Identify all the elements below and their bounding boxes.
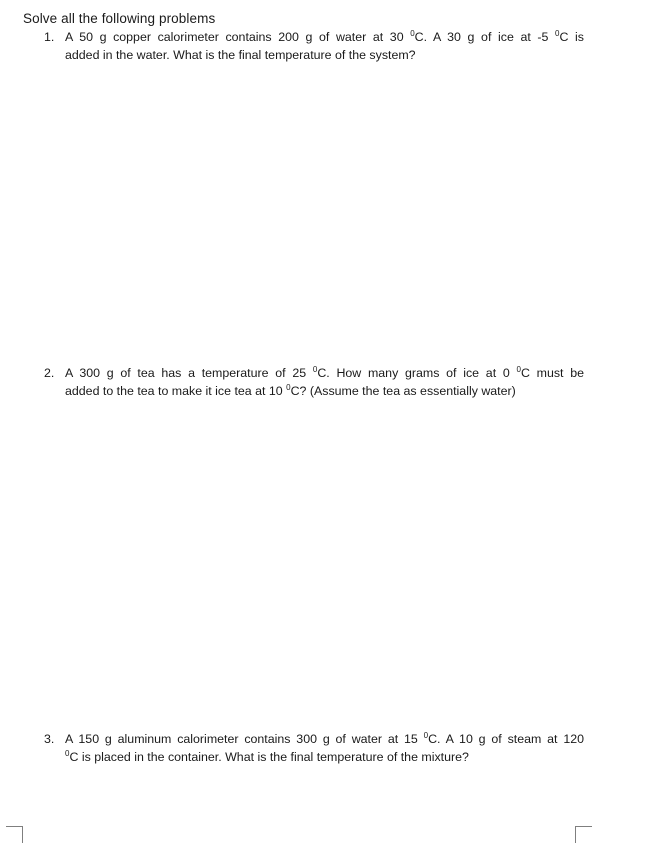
problem-number: 2.: [44, 366, 55, 380]
problem-line: A 50 g copper calorimeter contains 200 g of water at 30 $^0$C. A 30 g of ice at -5 $^0$C is: [65, 29, 584, 44]
problem-line: A 150 g aluminum calorimeter contains 300 g of water at 15 $^0$C. A 10 g of steam at 120: [65, 731, 584, 746]
problem-number: 3.: [44, 732, 55, 746]
page-heading: Solve all the following problems: [23, 11, 216, 26]
problem-1: [44, 28, 584, 64]
problem-line: added to the tea to make it ice tea at 10 $^0$C? (Assume the tea as essentially water): [65, 383, 516, 398]
problem-line: added in the water. What is the final temperature of the system?: [65, 48, 416, 62]
problem-line: $^0$C is placed in the container. What is the final temperature of the mixture?: [65, 749, 469, 764]
page-corner-mark-right: [575, 826, 592, 843]
problem-3: [44, 730, 584, 766]
problem-2: [44, 364, 584, 400]
problem-text: [65, 730, 584, 766]
page-corner-mark-left: [6, 826, 23, 843]
problem-text: [65, 28, 584, 64]
problem-number: 1.: [44, 30, 55, 44]
problem-text: [65, 364, 584, 400]
problem-line: A 300 g of tea has a temperature of 25 $^0$C. How many grams of ice at 0 $^0$C must be: [65, 365, 585, 380]
